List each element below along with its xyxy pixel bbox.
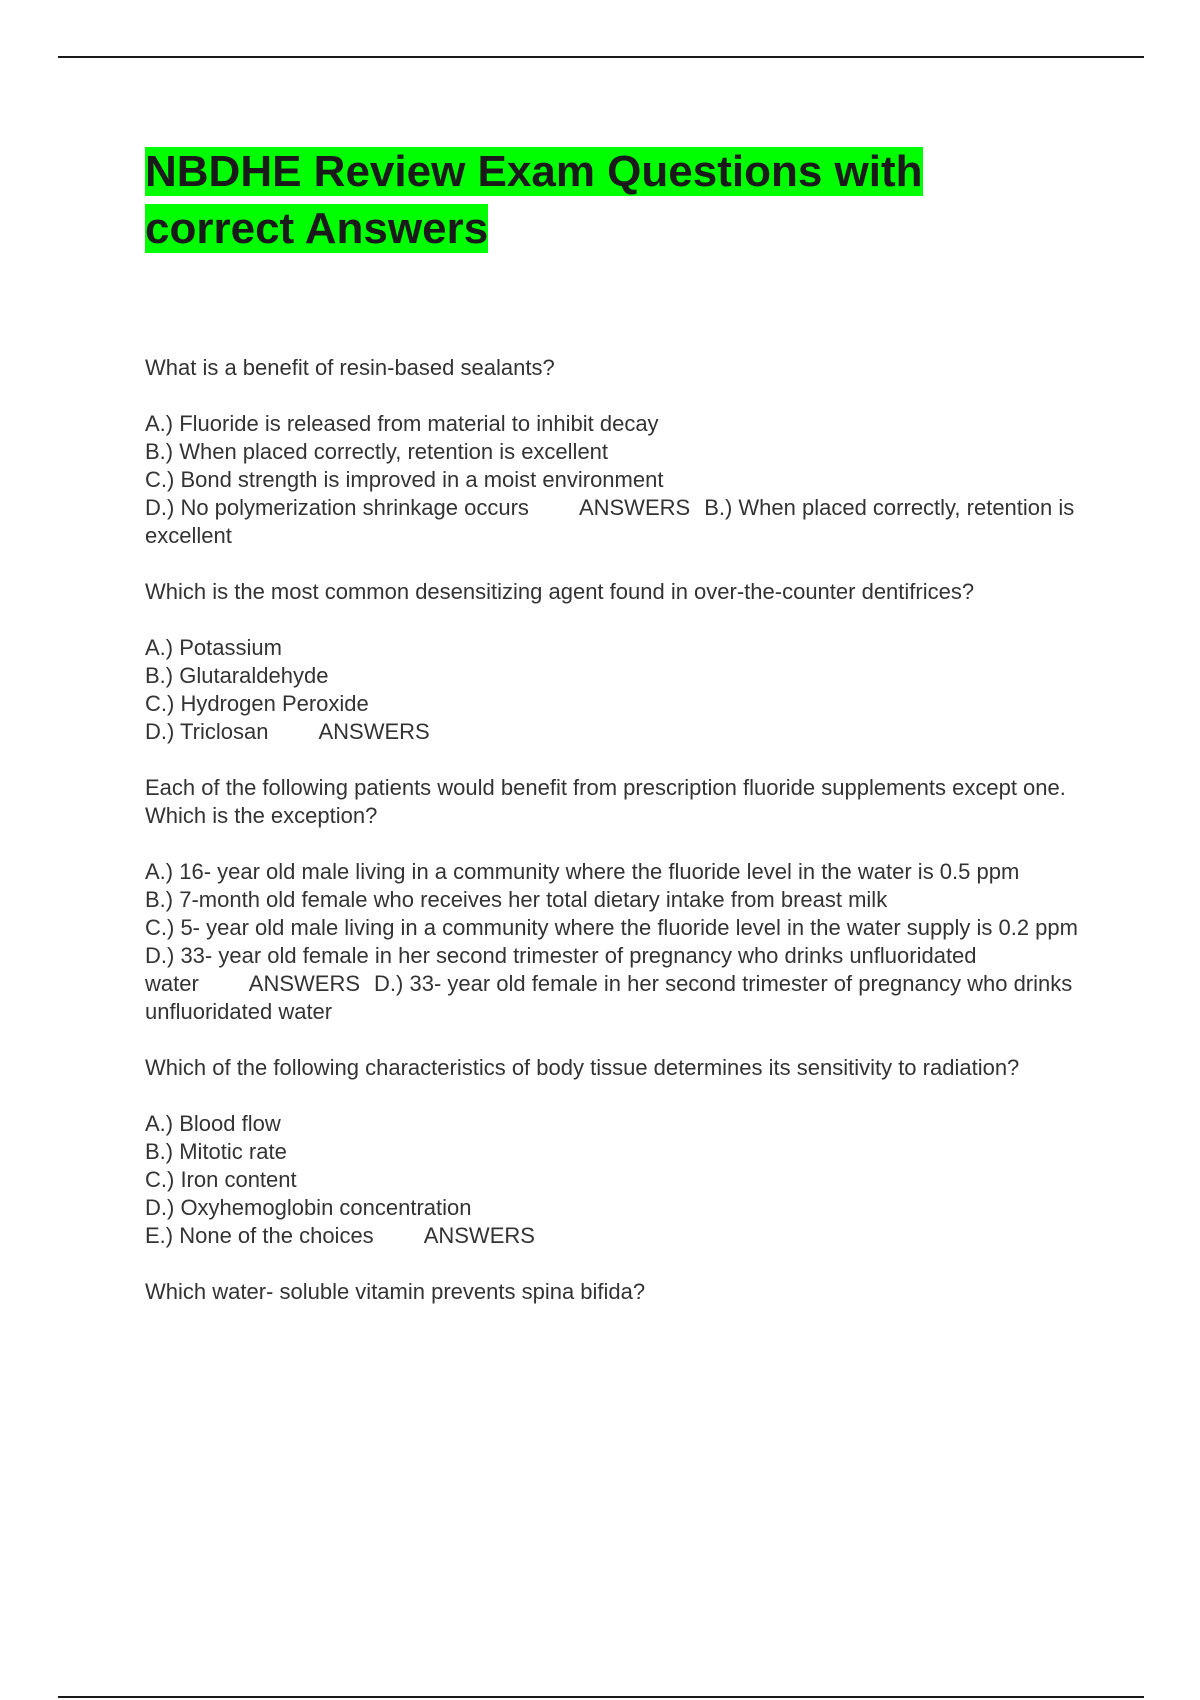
- bottom-divider: [58, 1696, 1144, 1698]
- option-e-with-answer: [145, 1222, 1085, 1250]
- option-list: [145, 410, 1085, 550]
- question-2: [145, 578, 1085, 746]
- option-d-with-answer: [145, 942, 1085, 1026]
- option-d-with-answer: [145, 718, 1085, 746]
- option-d: D.) 33- year old female in her second trimester of pregnancy who drinks unfluoridated water: [145, 943, 977, 996]
- option-list: [145, 1110, 1085, 1250]
- question-list: [145, 354, 1085, 1306]
- option-c: C.) Iron content: [145, 1167, 297, 1192]
- answers-label: ANSWERS: [248, 971, 361, 996]
- option-list: [145, 634, 1085, 746]
- question-prompt: Which is the most common desensitizing agent found in over-the-counter dentifrices?: [145, 579, 975, 604]
- option-list: [145, 858, 1085, 1026]
- option-d: D.) Oxyhemoglobin concentration: [145, 1195, 472, 1220]
- option-b: B.) 7-month old female who receives her total dietary intake from breast milk: [145, 887, 888, 912]
- question-1: [145, 354, 1085, 550]
- top-divider: [58, 56, 1144, 58]
- option-d: D.) No polymerization shrinkage occurs: [145, 495, 529, 520]
- option-c: C.) 5- year old male living in a community where the fluoride level in the water supply is 0.2 ppm: [145, 915, 1078, 940]
- answer-text: B.) When placed correctly, retention is excellent: [145, 495, 1075, 548]
- option-b: B.) When placed correctly, retention is excellent: [145, 439, 609, 464]
- answers-label: ANSWERS: [578, 495, 691, 520]
- option-b: B.) Glutaraldehyde: [145, 663, 329, 688]
- answers-label: ANSWERS: [318, 719, 430, 744]
- option-a: A.) Fluoride is released from material to inhibit decay: [145, 411, 659, 436]
- option-c: C.) Bond strength is improved in a moist environment: [145, 467, 664, 492]
- option-c: C.) Hydrogen Peroxide: [145, 691, 369, 716]
- question-3: [145, 774, 1085, 1026]
- question-5: [145, 1278, 1085, 1306]
- question-prompt: Which of the following characteristics of body tissue determines its sensitivity to radiation?: [145, 1055, 1020, 1080]
- option-a: A.) Blood flow: [145, 1111, 281, 1136]
- title-line-1: NBDHE Review Exam Questions with: [145, 147, 923, 196]
- option-b: B.) Mitotic rate: [145, 1139, 287, 1164]
- option-d-with-answer: [145, 494, 1085, 550]
- question-prompt: What is a benefit of resin-based sealants?: [145, 355, 555, 380]
- title-line-2: correct Answers: [145, 204, 489, 253]
- question-prompt: Which water- soluble vitamin prevents spina bifida?: [145, 1279, 646, 1304]
- document-title: [145, 143, 1085, 257]
- answer-text: D.) 33- year old female in her second trimester of pregnancy who drinks unfluoridated water: [145, 971, 1073, 1024]
- option-a: A.) 16- year old male living in a community where the fluoride level in the water is 0.5 ppm: [145, 859, 1020, 884]
- question-prompt: Each of the following patients would benefit from prescription fluoride supplements except one. Which is the exception?: [145, 775, 1066, 828]
- option-e: E.) None of the choices: [145, 1223, 374, 1248]
- question-4: [145, 1054, 1085, 1250]
- answers-label: ANSWERS: [423, 1223, 535, 1248]
- option-a: A.) Potassium: [145, 635, 282, 660]
- option-d: D.) Triclosan: [145, 719, 269, 744]
- document-body: [145, 143, 1085, 1306]
